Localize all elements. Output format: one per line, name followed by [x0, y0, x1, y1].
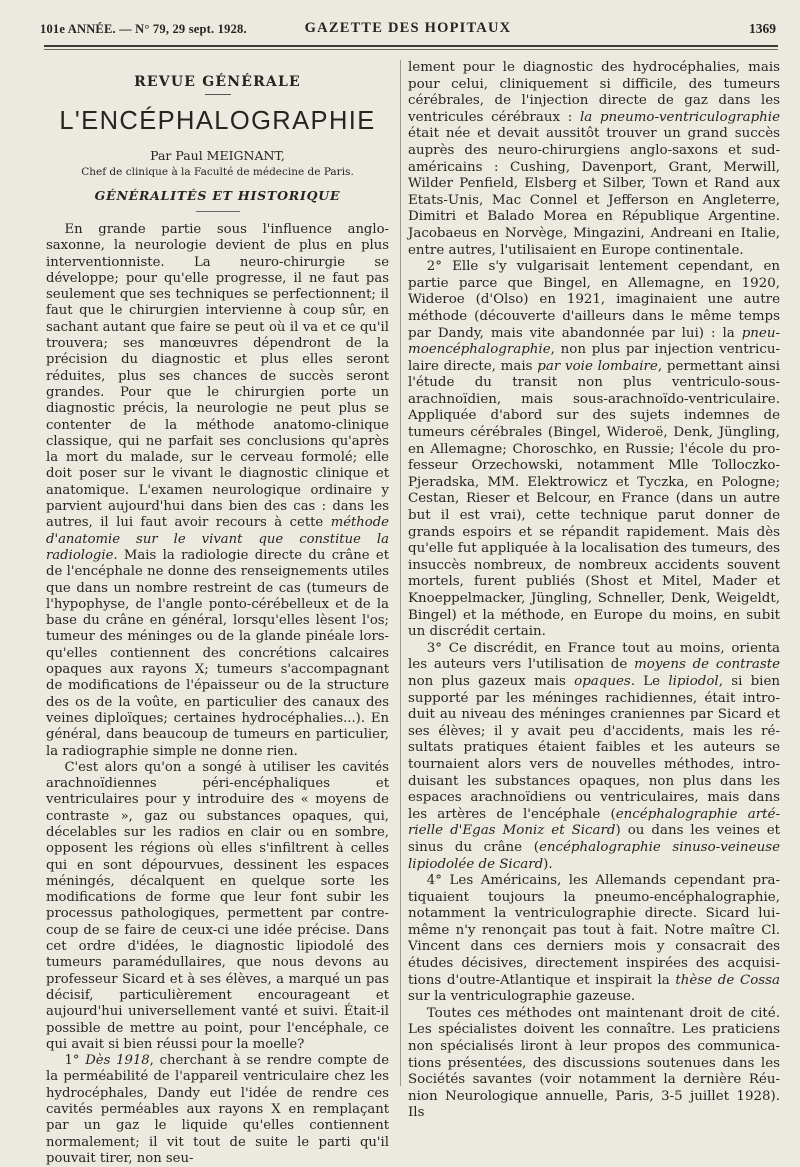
- paragraph-text: Toutes ces méthodes ont maintenant droit de cité. Les spécialistes doivent les connaître. Les praticiens non spécialisés liront à leur propos des communications présentées, des discussions soutenues dans les Sociétés savantes (voir notamment la dernière Réunion Neurologique annuelle, Paris, 3-5 juillet 1928). Ils: [408, 1005, 780, 1121]
- left-body-text: [46, 222, 389, 1167]
- left-column: [46, 70, 389, 1167]
- paragraph-text: 3° Ce discrédit, en France tout au moins, orienta les auteurs vers l'utilisation de: [408, 640, 780, 673]
- italic-text: lipiodol: [668, 673, 719, 689]
- header-rule-thin: [44, 49, 778, 50]
- paragraph-text: ).: [543, 856, 553, 872]
- italic-text: la pneumo-ventriculographie: [579, 109, 780, 125]
- paragraph-text: , si bien supporté par les méninges rachidiennes, était introduit au niveau des méninges craniennes par Sicard et ses élèves; il y avait peu d'accidents, mais les résultats pratiques étaient faibles et les auteurs se tournaient alors vers de nouvelles méthodes, introduisant les substances opaques, non plus dans les espaces arachnoïdiens ou ventriculaires, mais dans les artères de l'encéphale (: [408, 673, 780, 822]
- body-paragraph: [408, 1006, 780, 1122]
- paragraph-text: 2° Elle s'y vulgarisait lentement cependant, en partie parce que Bingel, en Allemagne, en 1920, Wideroe (d'Olso) en 1921, imaginaient une autre méthode (découverte d'ailleurs dans le même temps par Dandy, mais vite abandonnée par lui) : la: [408, 259, 780, 341]
- italic-text: pneumoencéphalographie: [408, 325, 780, 358]
- paragraph-text: ) ou dans les veines et sinus du crâne (: [408, 823, 780, 855]
- paragraph-text: . Le: [630, 673, 669, 689]
- body-paragraph: [46, 222, 389, 760]
- column-divider: [400, 60, 401, 1086]
- paragraph-text: C'est alors qu'on a songé à utiliser les cavités arachnoïdiennes péri-encéphaliques et ventriculaires pour y introduire des « moyens de contraste », gaz ou substances opaques, qui, décelables sur les radios en clair ou en sombre, opposent les régions où elles s'infiltrent à celles qui en sont dépourvues, dessinent les espaces méningés, décalquent en quelque sorte les modifications de forme que leur font subir les processus pathologiques, permettent par contre-coup de se faire de ceux-ci une idée précise. Dans cet ordre d'idées, le diagnostic lipiodolé des tumeurs paramédullaires, que nous devons au professeur Sicard et à ses élèves, a marqué un pas décisif, particulièrement encourageant et aujourd'hui universellement vanté et suivi. Était-il possible de mettre au point, pour l'encéphale, ce qui avait si bien réussi pour la moelle?: [46, 759, 389, 1052]
- rubric-heading: REVUE GÉNÉRALE: [134, 74, 301, 90]
- rubric-rule: [205, 94, 231, 95]
- italic-text: moyens de contraste: [634, 657, 781, 673]
- running-head: [40, 16, 776, 42]
- paragraph-text: 1°: [64, 1053, 86, 1069]
- paragraph-text: . Mais la radiologie directe du crâne et de l'encéphale ne donne des renseignements utiles que dans un nombre restreint de cas (tumeurs de l'hypophyse, de l'angle ponto-cérébelleux et de la base du crâne en général, lorsqu'elles lèsent l'os; tumeur des méninges ou de la glande pinéale lorsqu'elles contiennent des concrétions calcaires opaques aux rayons X; tumeurs s'accompagnant de modifications de l'épaisseur ou de la structure des os de la voûte, en particulier des canaux des veines diploïques; certaines hydrocéphalies...). En général, dans beaucoup de tumeurs en particulier, la radiographie simple ne donne rien.: [46, 547, 389, 759]
- paragraph-text: , non plus par injection ventriculaire directe, mais: [408, 342, 780, 374]
- paragraph-text: non plus gazeux mais: [408, 673, 575, 689]
- journal-name: GAZETTE DES HOPITAUX: [304, 20, 512, 36]
- paragraph-text: , cherchant à se rendre compte de la perméabilité de l'appareil ventriculaire chez les hydrocéphales, Dandy eut l'idée de rendre ces cavités perméables aux rayons X en remplaçant par un gaz le liquide qu'elles contiennent normalement; il vit tout de suite le parti qu'il pouvait tirer, non seu-: [46, 1053, 389, 1166]
- paragraph-text: En grande partie sous l'influence anglo-saxonne, la neurologie devient de plus en plus interventionniste. La neuro-chirurgie se développe; pour qu'elle progresse, il ne faut pas seulement que ses techniques se perfectionnent; il faut que le chirurgien intervienne à coup sûr, en sachant autant que faire se peut où il va et ce qu'il trouvera; ses manœuvres dépendront de la précision du diagnostic et plus elles seront réduites, plus ses chances de succès seront grandes. Pour que le chirurgien porte un diagnostic précis, la neurologie ne peut plus se contenter de la méthode anatomo-clinique classique, qui ne parfait ses conclusions qu'après la mort du malade, sur le cerveau formolé; elle doit poser sur le vivant le diagnostic clinique et anatomique. L'examen neurologique ordinaire y parvient aujourd'hui dans bien des cas : dans les autres, il lui faut avoir recours à cette: [46, 222, 389, 531]
- author-affiliation: Chef de clinique à la Faculté de médecine de Paris.: [81, 166, 354, 178]
- paragraph-text: 4° Les Américains, les Allemands cependant pratiquaient toujours la pneumo-encéphalographie, notamment la ventriculographie directe. Sicard lui-même n'y renonçait pas tout à fait. Notre maître Cl. Vincent dans ces derniers mois y consacrait des études décisives, directement inspirées des acquisitions d'outre-Atlantique et inspirait la: [408, 873, 780, 988]
- paragraph-text: lement pour le diagnostic des hydrocéphalies, mais pour celui, cliniquement si difficile, des tumeurs cérébrales, de l'injection directe de gaz dans les ventricules cérébraux :: [408, 60, 780, 125]
- body-paragraph: [408, 259, 780, 641]
- italic-text: thèse de Cossa: [675, 972, 780, 988]
- author-line: Par Paul MEIGNANT,: [150, 148, 285, 163]
- paragraph-text: était née et devait aussitôt trouver un grand succès auprès des neuro-chirurgiens anglo-saxons et sud-américains : Cushing, Davenport, Grant, Merwill, Wilder Penfield, Elsberg et Silber, Town et Rand aux Etats-Unis, Mac Connel et Jefferson en Angleterre, Dimitri et Balado Morea en République Argentine. Jacobaeus en Norvège, Mingazini, Andreani en Italie, entre autres, l'utilisaient en Europe continentale.: [408, 126, 780, 258]
- article-title: L'ENCÉPHALOGRAPHIE: [59, 107, 376, 135]
- body-paragraph: [46, 760, 389, 1053]
- body-paragraph: [408, 641, 780, 873]
- page-number: 1369: [749, 21, 776, 36]
- body-paragraph: [408, 60, 780, 259]
- right-body-text: [408, 60, 780, 1122]
- italic-text: méthode d'anatomie sur le vivant que constitue la radiologie: [46, 515, 389, 563]
- section-heading: GÉNÉRALITÉS ET HISTORIQUE: [94, 188, 341, 203]
- italic-text: opaques: [574, 673, 631, 689]
- body-paragraph: [46, 1053, 389, 1167]
- body-paragraph: [408, 873, 780, 1006]
- paragraph-text: , permettant ainsi l'étude du transit non plus ventriculo-sous-arachnoïdien, mais sous-arachnoïdo-ventriculaire. Appliquée d'abord sur des sujets indemnes de tumeurs cérébrales (Bingel, Wideroë, Denk, Jüngling, en Allemagne; Choroschko, en Russie; l'école du professeur Orzechowski, notamment Mlle Tolloczko-Pjeradska, MM. Elektrowicz et Tyczka, en Pologne; Cestan, Rieser et Belcour, en France (dans un autre but il est vrai), cette technique parut donner de grands espoirs et se répandit rapidement. Mais dès qu'elle fut appliquée à la localisation des tumeurs, des insuccès nombreux, de nombreux accidents souvent mortels, furent publiés (Shost et Mitel, Mader et Knoeppelmacker, Jüngling, Schneller, Denk, Weigeldt, Bingel) et la méthode, en Europe du moins, en subit un discrédit certain.: [408, 358, 780, 640]
- header-rule: [44, 45, 778, 47]
- issue-line: 101e ANNÉE. — N° 79, 29 sept. 1928.: [40, 22, 247, 36]
- italic-text: Dès 1918: [85, 1053, 150, 1069]
- italic-text: par voie lombaire: [537, 358, 658, 374]
- italic-text: encéphalographie sinuso-veineuse lipiodolée de Sicard: [408, 839, 780, 872]
- italic-text: encéphalographie artérielle d'Egas Moniz et Sicard: [408, 806, 780, 839]
- right-column: [408, 60, 780, 1122]
- section-rule: [196, 211, 240, 212]
- paragraph-text: sur la ventriculographie gazeuse.: [408, 989, 636, 1005]
